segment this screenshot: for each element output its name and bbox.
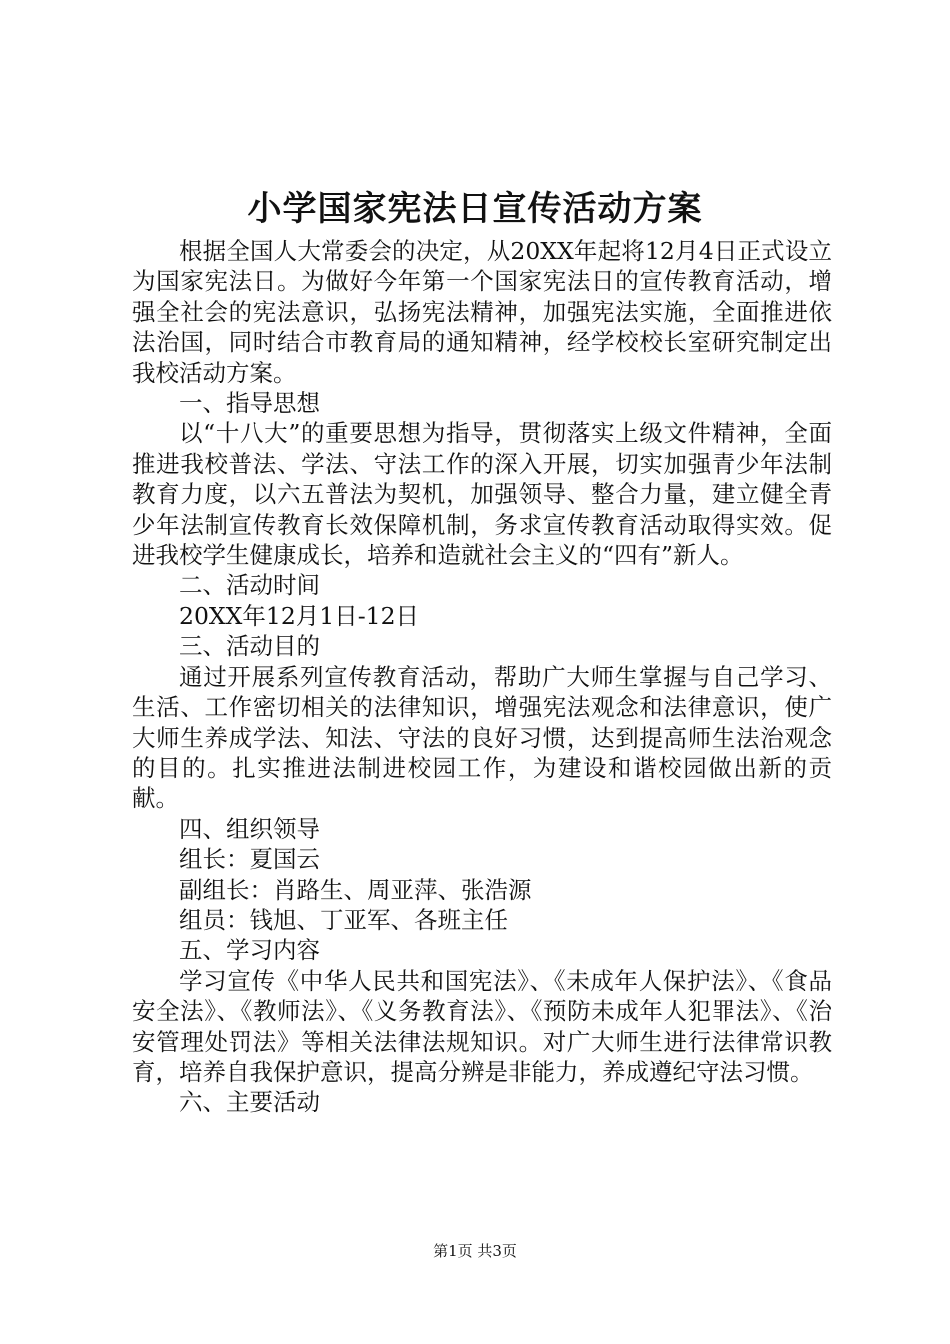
document-body: [132, 236, 832, 1118]
group-members-line: 组员：钱旭、丁亚军、各班主任: [179, 905, 508, 934]
intro-paragraph: 根据全国人大常委会的决定，从20XX年起将12月4日正式设立为国家宪法日。为做好今年第一个国家宪法日的宣传教育活动，增强全社会的宪法意识，弘扬宪法精神，加强宪法实施，全面推进依法治国，同时结合市教育局的通知精神，经学校校长室研究制定出我校活动方案。: [132, 237, 832, 387]
section-heading-guiding-ideology: 一、指导思想: [179, 389, 320, 418]
study-content-paragraph: 学习宣传《中华人民共和国宪法》、《未成年人保护法》、《食品安全法》、《教师法》、《义务教育法》、《预防未成年人犯罪法》、《治安管理处罚法》等相关法律法规知识。对广大师生进行法律常识教育，培养自我保护意识，提高分辨是非能力，养成遵纪守法习惯。: [132, 966, 832, 1086]
activity-time-text: 20XX年12月1日-12日: [179, 601, 420, 630]
page-indicator: 第1页 共3页: [433, 1242, 517, 1260]
activity-purpose-paragraph: 通过开展系列宣传教育活动，帮助广大师生掌握与自己学习、生活、工作密切相关的法律知识，增强宪法观念和法律意识，使广大师生养成学法、知法、守法的良好习惯，达到提高师生法治观念的目的。扎实推进法制进校园工作，为建设和谐校园做出新的贡献。: [132, 662, 832, 813]
group-leader-line: 组长：夏国云: [179, 845, 320, 874]
section-heading-activity-time: 二、活动时间: [179, 571, 320, 600]
section-heading-organization: 四、组织领导: [179, 814, 320, 843]
document-title: 小学国家宪法日宣传活动方案: [247, 189, 703, 229]
guiding-ideology-paragraph: 以“十八大”的重要思想为指导，贯彻落实上级文件精神，全面推进我校普法、学法、守法工作的深入开展，切实加强青少年法制教育力度，以六五普法为契机，加强领导、整合力量，建立健全青少年法制宣传教育长效保障机制，务求宣传教育活动取得实效。促进我校学生健康成长，培养和造就社会主义的“四有”新人。: [132, 419, 832, 570]
section-heading-study-content: 五、学习内容: [179, 936, 320, 965]
section-heading-main-activities: 六、主要活动: [179, 1088, 320, 1117]
section-heading-activity-purpose: 三、活动目的: [179, 632, 320, 661]
deputy-leader-line: 副组长：肖路生、周亚萍、张浩源: [179, 875, 532, 904]
